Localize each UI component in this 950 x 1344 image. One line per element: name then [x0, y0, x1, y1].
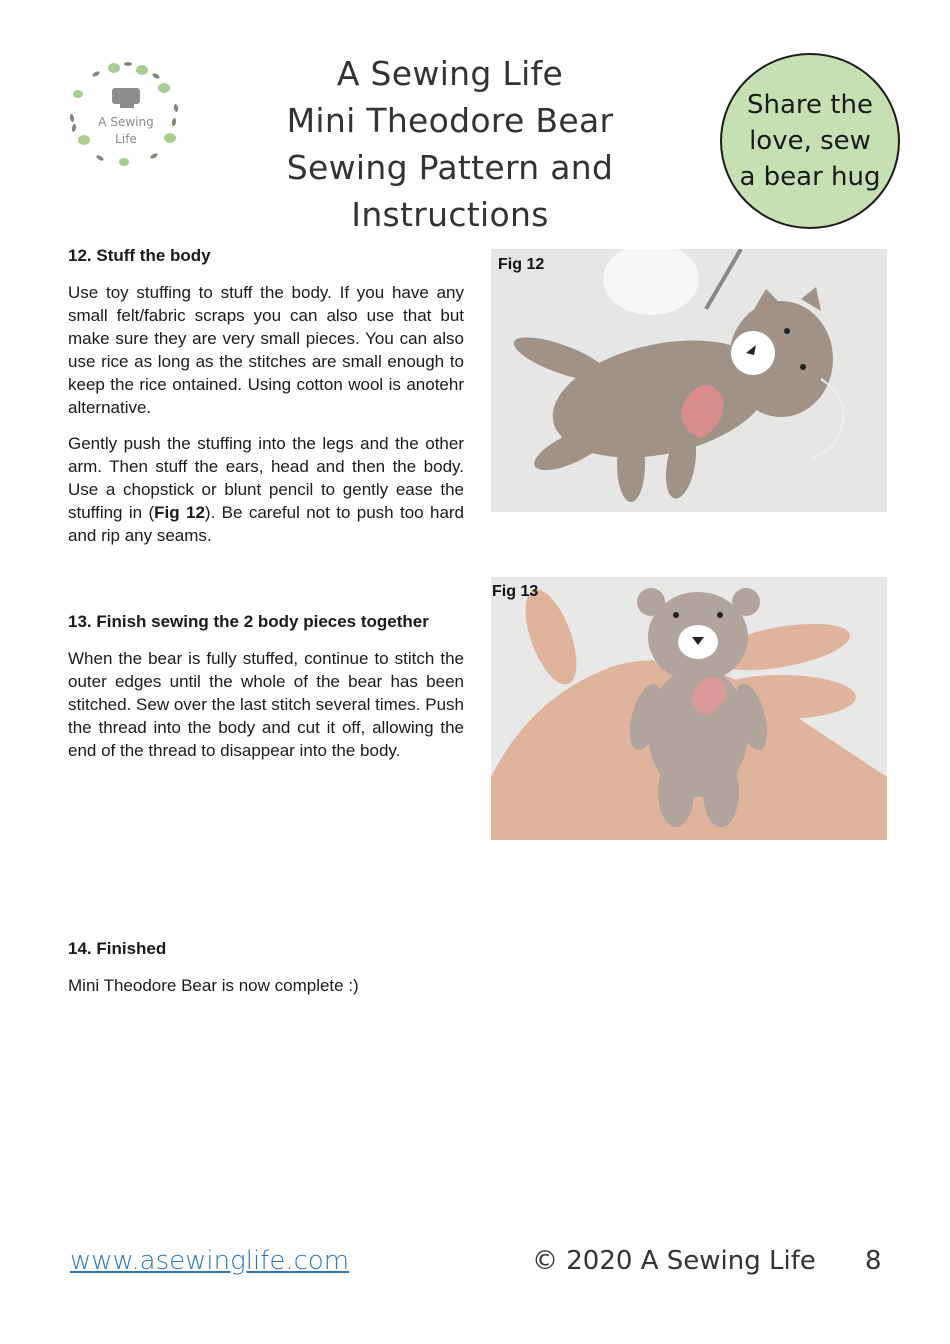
step13-para1: When the bear is fully stuffed, continue to stitch the outer edges until the whole of the bear has been stitched. Sew over the last stitch several times. Push the thread into the body and cut it off, allowing the end of the thread to disappear into the body.: [68, 649, 464, 760]
website-link[interactable]: www.asewinglife.com: [70, 1246, 350, 1276]
fig12-label: Fig 12: [498, 256, 545, 273]
step14-section: [68, 937, 464, 1010]
step14-para1: Mini Theodore Bear is now complete :): [68, 976, 359, 995]
finished-bear-in-hand-image: [491, 577, 887, 840]
logo: [64, 58, 188, 170]
title-line1: A Sewing Life: [336, 54, 564, 93]
bear-stuffing-image: [491, 249, 887, 512]
badge-line2: love, sew: [749, 126, 871, 156]
badge-line3: a bear hug: [739, 162, 881, 192]
page-number: 8: [865, 1246, 882, 1276]
logo-text: [64, 114, 188, 148]
title-line2: Mini Theodore Bear: [286, 101, 614, 140]
step12-para2: [68, 432, 464, 547]
logo-text-line2: Life: [115, 132, 137, 146]
title-line3: Sewing Pattern and Instructions: [286, 148, 614, 234]
step12-para2-after: ). Be careful not to push too hard and rip any seams.: [68, 503, 465, 545]
step12-para2-figref: Fig 12: [154, 503, 205, 522]
share-badge: [720, 53, 900, 229]
step13-heading: 13. Finish sewing the 2 body pieces together: [68, 612, 429, 631]
step12-section: [68, 244, 464, 560]
step12-heading: 12. Stuff the body: [68, 246, 211, 265]
fig13-label: Fig 13: [492, 583, 539, 600]
step12-para2-before: Gently push the stuffing into the legs and the other arm. Then stuff the ears, head and then the body. Use a chopstick or blunt pencil to gently ease the stuffing in (: [68, 434, 464, 522]
fig12-photo: [491, 249, 887, 512]
page-title: [190, 50, 710, 238]
step13-section: [68, 610, 464, 775]
step12-para1: Use toy stuffing to stuff the body. If you have any small felt/fabric scraps you can also use that but make sure they are very small pieces. You can also use rice as long as the stitches are small enough to keep the rice ontained. Using cotton wool is anotehr alternative.: [68, 283, 464, 417]
step14-heading: 14. Finished: [68, 939, 167, 958]
logo-text-line1: A Sewing: [98, 115, 154, 129]
copyright-text: © 2020 A Sewing Life: [532, 1246, 816, 1276]
fig13-photo: [491, 577, 887, 840]
badge-line1: Share the: [747, 90, 873, 120]
